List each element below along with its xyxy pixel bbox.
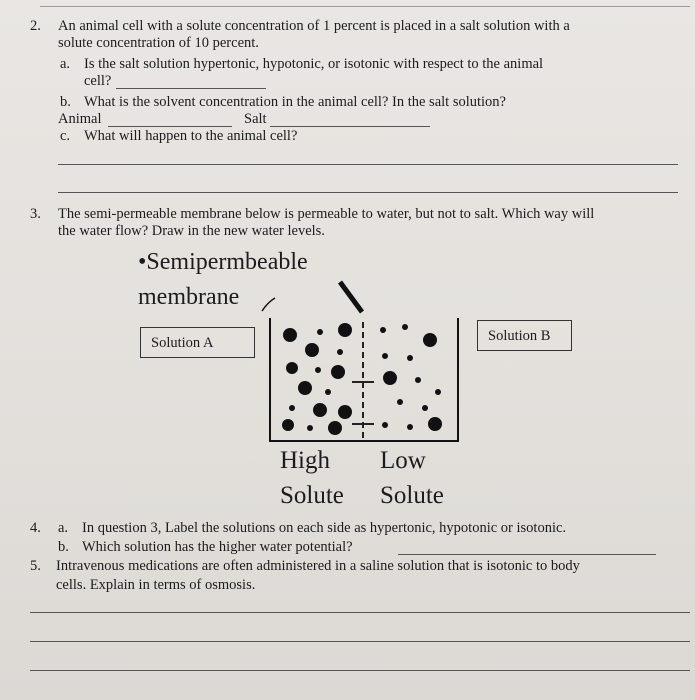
right-caption-line2: Solute (380, 482, 444, 509)
solute-particle (397, 399, 403, 405)
q4-number: 4. (30, 520, 41, 536)
q2a-label: a. (60, 56, 71, 72)
q2a-text-line1: Is the salt solution hypertonic, hypotonic, or isotonic with respect to the animal (84, 56, 544, 72)
left-caption-line2: Solute (280, 482, 344, 509)
left-solute-particles (282, 323, 352, 435)
solute-particle (286, 362, 298, 374)
solute-particle (415, 377, 421, 383)
solute-particle (325, 389, 331, 395)
q2-number: 2. (30, 18, 41, 34)
q2-text-line2: solute concentration of 10 percent. (58, 35, 259, 51)
q3-text-line1: The semi-permeable membrane below is permeable to water, but not to salt. Which way will (58, 206, 595, 222)
q5-text-line1: Intravenous medications are often administered in a saline solution that is isotonic to body (56, 558, 580, 574)
q5-answer-line-3[interactable] (30, 670, 690, 671)
membrane-pointer-arrow (340, 282, 362, 312)
right-caption-line1: Low (380, 447, 426, 474)
solute-particle (402, 324, 408, 330)
q2a-text-line2: cell? (84, 73, 112, 89)
solute-particle (407, 355, 413, 361)
q2b-animal-label: Animal (58, 111, 102, 127)
solute-particle (382, 353, 388, 359)
q5-answer-line-2[interactable] (30, 641, 690, 642)
solute-particle (428, 417, 442, 431)
q2b-label: b. (60, 94, 71, 110)
q4a-text: In question 3, Label the solutions on each side as hypertonic, hypotonic or isotonic. (82, 520, 567, 536)
q5-answer-line-1[interactable] (30, 612, 690, 613)
solute-particle (289, 405, 295, 411)
solute-particle (338, 405, 352, 419)
left-caption-line1: High (280, 447, 330, 474)
q3-text-line2: the water flow? Draw in the new water levels. (58, 223, 325, 239)
q2-text-line1: An animal cell with a solute concentration of 1 percent is placed in a salt solution with a (58, 18, 570, 34)
q5-text-line2: cells. Explain in terms of osmosis. (56, 577, 256, 593)
solute-particle (305, 343, 319, 357)
q2b-salt-label: Salt (244, 111, 267, 127)
q4b-label: b. (58, 539, 69, 555)
solute-particle (328, 421, 342, 435)
solute-particle (423, 333, 437, 347)
q2b-text: What is the solvent concentration in the animal cell? In the salt solution? (84, 94, 506, 110)
q3-number: 3. (30, 206, 41, 222)
q5-number: 5. (30, 558, 41, 574)
solute-particle (298, 381, 312, 395)
solute-particle (317, 329, 323, 335)
solute-particle (382, 422, 388, 428)
solute-particle (407, 424, 413, 430)
solute-particle (282, 419, 294, 431)
solute-particle (435, 389, 441, 395)
solute-particle (383, 371, 397, 385)
solute-particle (307, 425, 313, 431)
membrane-title-line1: •Semipermbeable (138, 249, 308, 275)
solute-particle (380, 327, 386, 333)
q2c-label: c. (60, 128, 71, 144)
solute-particle (337, 349, 343, 355)
solute-particle (283, 328, 297, 342)
solution-a-label: Solution A (140, 327, 255, 358)
q4a-label: a. (58, 520, 69, 536)
right-solute-particles (380, 324, 442, 431)
q4b-text: Which solution has the higher water potential? (82, 539, 353, 555)
membrane-title-line2: membrane (138, 284, 240, 310)
membrane-comma-mark (262, 298, 275, 311)
solute-particle (422, 405, 428, 411)
q4b-answer-line[interactable] (398, 554, 656, 555)
solute-particle (331, 365, 345, 379)
solute-particle (313, 403, 327, 417)
solution-b-label: Solution B (477, 320, 572, 351)
q2c-text: What will happen to the animal cell? (84, 128, 298, 144)
solute-particle (315, 367, 321, 373)
solute-particle (338, 323, 352, 337)
